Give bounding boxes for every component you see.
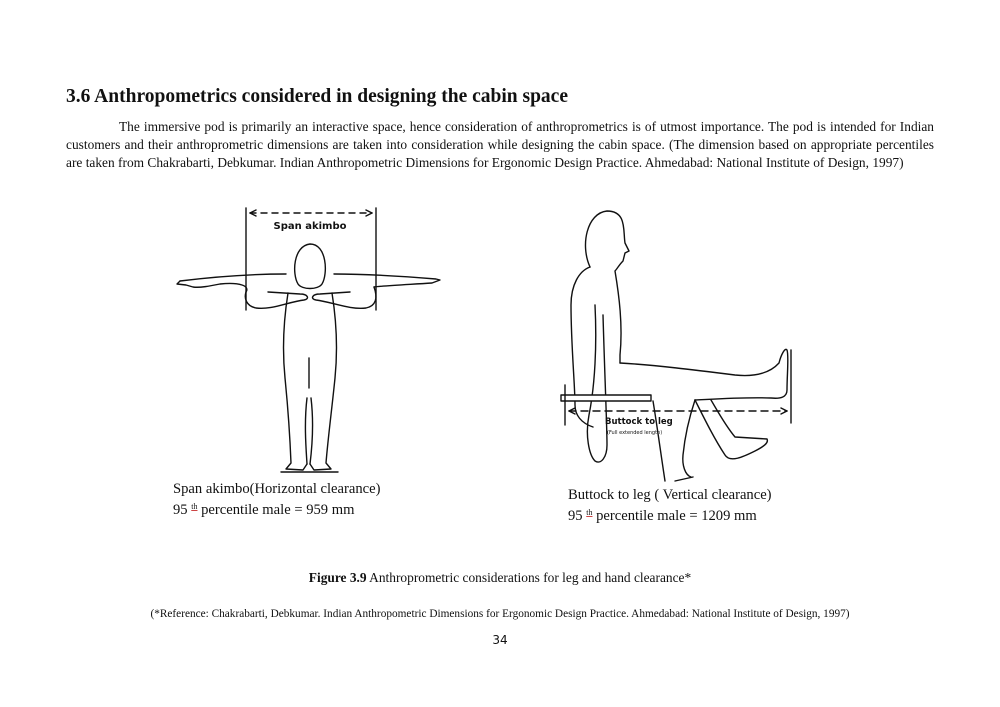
- buttock-to-leg-illustration: [545, 205, 805, 485]
- right-caption-title: Buttock to leg ( Vertical clearance): [568, 487, 772, 503]
- reference-note: (*Reference: Chakrabarti, Debkumar. Indian Anthropometric Dimensions for Ergonomic Design Practice. Ahmedabad: National Institute of Design, 1997): [150, 608, 850, 620]
- figure-caption-text: Anthroprometric considerations for leg and hand clearance*: [366, 570, 692, 585]
- left-figure-caption: [173, 481, 380, 519]
- left-caption-sup: th: [191, 502, 198, 511]
- right-caption-percentile: 95: [568, 508, 587, 524]
- left-caption-percentile: 95: [173, 502, 192, 518]
- figure-label: Figure 3.9: [308, 570, 367, 585]
- section-heading: 3.6 Anthropometrics considered in designing the cabin space: [66, 86, 568, 107]
- figure-caption: [0, 570, 1000, 586]
- right-caption-value: percentile male = 1209 mm: [592, 508, 757, 524]
- seated-figure: [561, 211, 788, 481]
- left-caption-title: Span akimbo(Horizontal clearance): [173, 481, 381, 497]
- right-figure-caption: [568, 487, 772, 525]
- left-caption-value: percentile male = 959 mm: [197, 502, 355, 518]
- right-caption-sup: th: [586, 508, 593, 517]
- dimension-lines: [565, 350, 791, 425]
- buttock-to-leg-label: Buttock to leg: [605, 417, 673, 427]
- body-paragraph: The immersive pod is primarily an interactive space, hence consideration of anthroprometrics is of utmost importance. The pod is intended for Indian customers and their anthroprometric dimensions are taken into consideration while designing the cabin space. (The dimension based on appropriate percentiles are taken from Chakrabarti, Debkumar. Indian Anthropometric Dimensions for Ergonomic Design Practice. Ahmedabad: National Institute of Design, 1997): [66, 119, 934, 170]
- page-number: 34: [492, 633, 508, 647]
- standing-figure: [177, 244, 440, 472]
- span-akimbo-label: Span akimbo: [273, 221, 347, 232]
- span-akimbo-illustration: [160, 198, 460, 480]
- full-extended-length-label: (Full extended length): [607, 430, 663, 436]
